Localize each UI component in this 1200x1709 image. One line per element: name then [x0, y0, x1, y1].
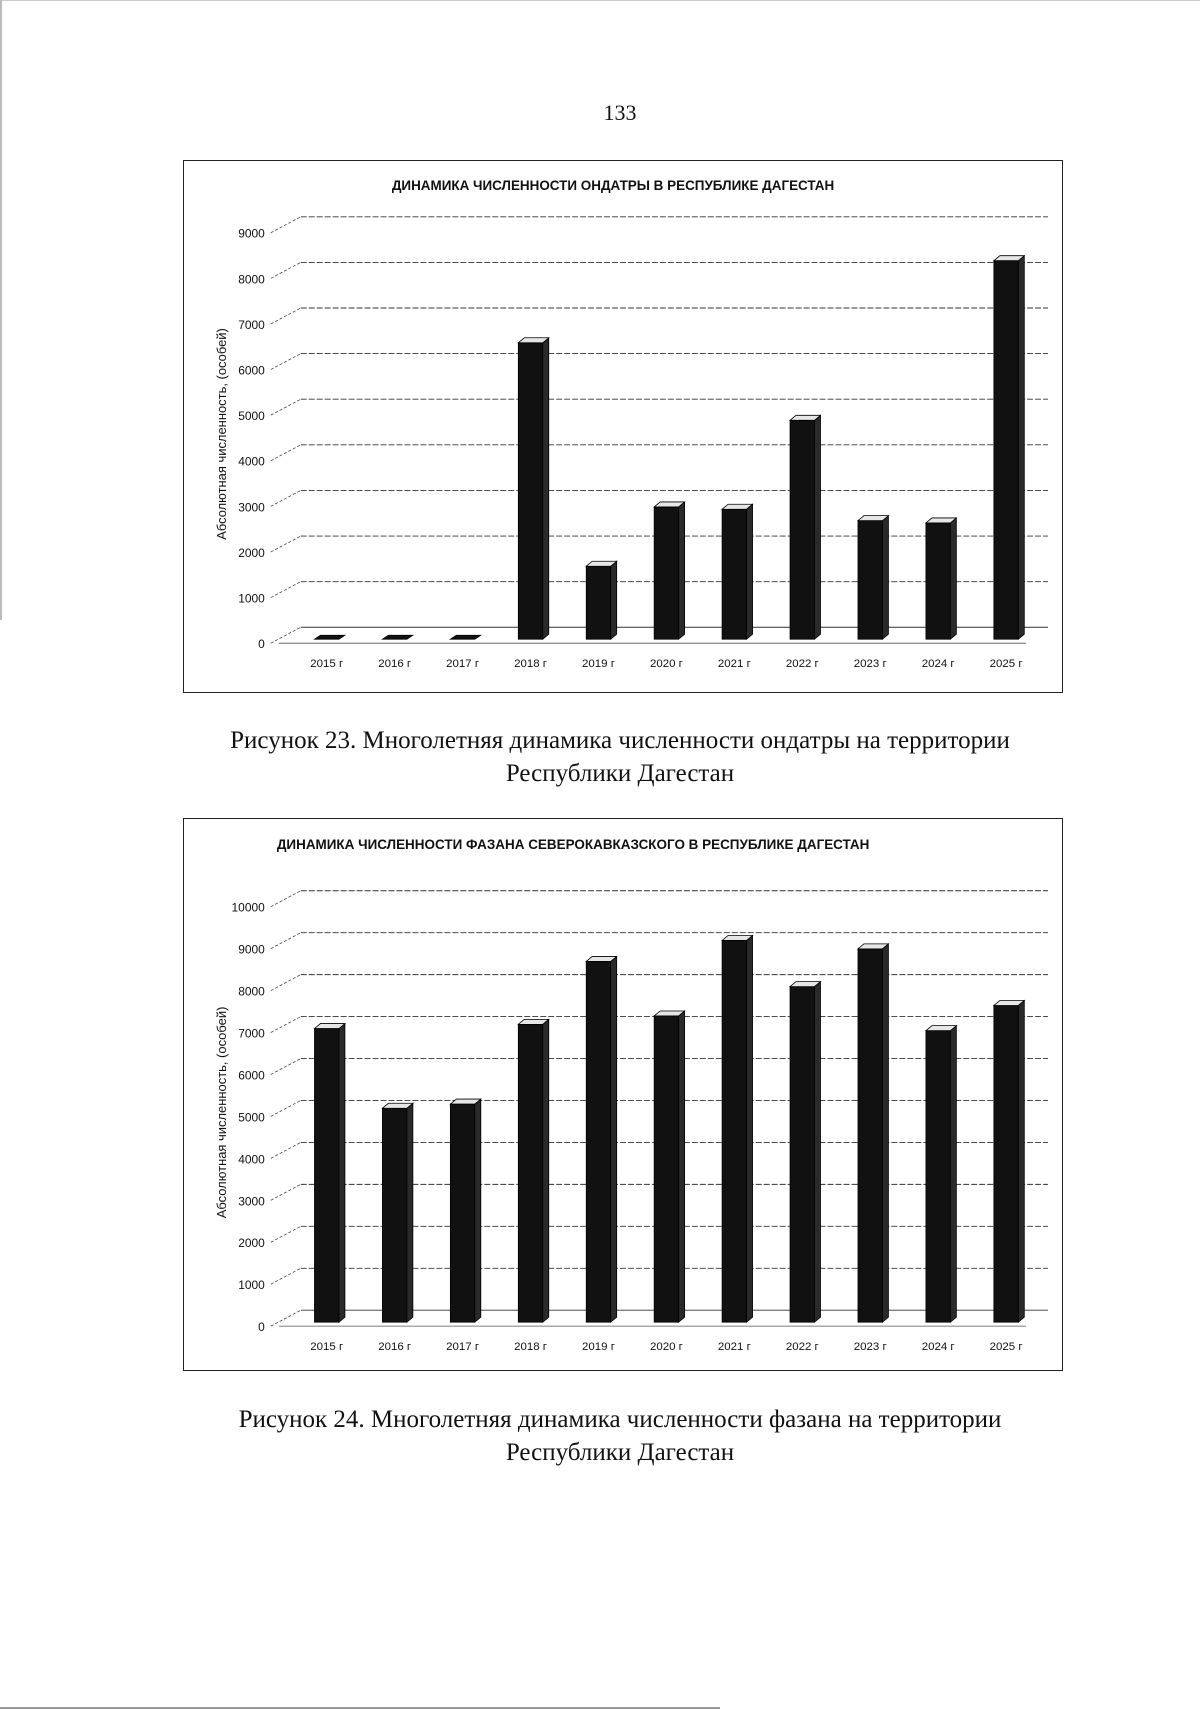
chart-title: ДИНАМИКА ЧИСЛЕННОСТИ ОНДАТРЫ В РЕСПУБЛИКЕ ДАГЕСТАН	[391, 177, 835, 193]
bar-top	[450, 1099, 480, 1104]
bar-front	[654, 507, 678, 639]
y-tick-label: 7000	[238, 317, 265, 332]
figure-caption-24	[150, 1403, 1090, 1469]
bar-top	[722, 935, 752, 940]
bar-side	[747, 935, 753, 1322]
x-tick-label: 2015 г	[310, 658, 344, 671]
gridline-diagonal	[271, 933, 301, 949]
y-tick-label: 0	[258, 1320, 265, 1335]
bar-front	[858, 949, 882, 1322]
bar	[722, 504, 752, 639]
chart-pheasant	[183, 818, 1063, 1371]
figure-caption-23	[150, 724, 1090, 790]
bar-front	[926, 523, 950, 639]
y-tick-label: 9000	[238, 226, 265, 241]
bar	[518, 338, 548, 639]
bar-zero	[314, 635, 344, 639]
y-tick-label: 9000	[238, 942, 265, 957]
bar-side	[407, 1103, 413, 1322]
gridline-diagonal	[271, 490, 301, 506]
x-tick-label: 2018 г	[514, 1341, 547, 1354]
bar-top	[518, 338, 548, 343]
gridline-diagonal	[271, 975, 301, 991]
bar	[858, 944, 888, 1322]
bar	[450, 635, 480, 639]
bar-front	[382, 1108, 406, 1322]
y-tick-label: 0	[258, 637, 265, 652]
x-tick-label: 2018 г	[514, 658, 547, 671]
bar-side	[950, 1026, 956, 1323]
y-tick-label: 8000	[238, 272, 265, 287]
chart-pheasant-svg	[184, 819, 1062, 1370]
bar-side	[543, 338, 549, 639]
x-tick-label: 2022 г	[785, 1341, 819, 1354]
bar-front	[586, 566, 610, 639]
bar-zero	[382, 635, 412, 639]
bar-front	[518, 343, 542, 639]
bar-side	[611, 561, 617, 639]
y-tick-label: 4000	[238, 454, 265, 469]
bar	[586, 561, 616, 639]
x-tick-label: 2020 г	[649, 658, 683, 671]
bar-top	[654, 502, 684, 507]
y-tick-label: 3000	[238, 500, 265, 515]
gridline-diagonal	[271, 1226, 301, 1242]
bar	[858, 516, 888, 640]
x-tick-label: 2021 г	[717, 1341, 751, 1354]
gridline-diagonal	[271, 217, 301, 233]
x-tick-label: 2020 г	[649, 1341, 683, 1354]
caption-line: Рисунок 24. Многолетняя динамика численности фазана на территории	[238, 1406, 1002, 1433]
gridline-diagonal	[271, 582, 301, 598]
bar-top	[858, 944, 888, 949]
bar-top	[722, 504, 752, 509]
bar	[926, 1026, 956, 1323]
x-tick-label: 2019 г	[582, 658, 615, 671]
bar-side	[679, 1011, 685, 1322]
x-tick-label: 2025 г	[989, 658, 1023, 671]
bar-side	[339, 1024, 345, 1323]
x-tick-label: 2021 г	[717, 658, 751, 671]
bar-top	[790, 982, 820, 987]
bar-top	[518, 1019, 548, 1024]
bar	[518, 1019, 548, 1322]
page-number: 133	[603, 100, 637, 125]
gridline-diagonal	[271, 536, 301, 552]
bar-front	[654, 1016, 678, 1322]
bar-top	[994, 1000, 1024, 1005]
bar	[994, 256, 1024, 640]
bar	[314, 1024, 344, 1323]
y-tick-label: 8000	[238, 984, 265, 999]
y-tick-label: 6000	[238, 1068, 265, 1083]
y-axis-label: Абсолютная численность, (особей)	[213, 1006, 229, 1219]
y-tick-label: 2000	[238, 1236, 265, 1251]
bar	[790, 415, 820, 639]
gridline-diagonal	[271, 627, 301, 643]
bar	[790, 982, 820, 1323]
gridline-diagonal	[271, 399, 301, 415]
bar-top	[382, 1103, 412, 1108]
bar-top	[586, 561, 616, 566]
bar-side	[679, 502, 685, 639]
x-tick-label: 2022 г	[785, 658, 819, 671]
x-tick-label: 2016 г	[378, 1341, 412, 1354]
y-tick-label: 5000	[238, 409, 265, 424]
x-tick-label: 2016 г	[378, 658, 412, 671]
bar-side	[1018, 256, 1024, 640]
chart-title: ДИНАМИКА ЧИСЛЕННОСТИ ФАЗАНА СЕВЕРОКАВКАЗСКОГО В РЕСПУБЛИКЕ ДАГЕСТАН	[276, 836, 870, 852]
x-tick-label: 2024 г	[921, 658, 955, 671]
bar-side	[543, 1019, 549, 1322]
y-tick-label: 10000	[231, 900, 265, 915]
gridline-diagonal	[271, 1310, 301, 1326]
bar	[586, 956, 616, 1322]
bar-side	[815, 415, 821, 639]
gridline-diagonal	[271, 1142, 301, 1158]
bar-side	[882, 944, 888, 1322]
x-tick-label: 2017 г	[446, 658, 480, 671]
chart-muskrat-svg	[184, 161, 1062, 692]
bar-top	[654, 1011, 684, 1016]
x-tick-label: 2017 г	[446, 1341, 480, 1354]
x-tick-label: 2024 г	[921, 1341, 955, 1354]
bar	[382, 635, 412, 639]
bar	[994, 1000, 1024, 1322]
bar	[926, 518, 956, 639]
gridline-diagonal	[271, 1184, 301, 1200]
bar-front	[858, 521, 882, 640]
scan-edge-top	[0, 0, 1200, 1]
bar-side	[950, 518, 956, 639]
gridline-diagonal	[271, 445, 301, 461]
bar-front	[790, 420, 814, 639]
x-tick-label: 2019 г	[582, 1341, 615, 1354]
bar-side	[1018, 1000, 1024, 1322]
bar-front	[722, 940, 746, 1322]
bar-front	[790, 987, 814, 1323]
gridline-diagonal	[271, 1059, 301, 1075]
y-tick-label: 1000	[238, 1278, 265, 1293]
y-tick-label: 1000	[238, 591, 265, 606]
bar-front	[926, 1031, 950, 1323]
bar-zero	[450, 635, 480, 639]
gridline-diagonal	[271, 1268, 301, 1284]
x-tick-label: 2023 г	[853, 1341, 887, 1354]
bar-side	[475, 1099, 481, 1322]
gridline-diagonal	[271, 308, 301, 324]
bar	[450, 1099, 480, 1322]
caption-line: Республики Дагестан	[505, 1439, 735, 1466]
bar-front	[518, 1024, 542, 1322]
y-tick-label: 4000	[238, 1152, 265, 1167]
y-tick-label: 2000	[238, 545, 265, 560]
caption-line: Республики Дагестан	[505, 760, 735, 787]
bar	[654, 1011, 684, 1322]
bar-side	[882, 516, 888, 640]
gridline-diagonal	[271, 1100, 301, 1116]
bar-top	[926, 518, 956, 523]
x-tick-label: 2025 г	[989, 1341, 1023, 1354]
y-axis-label: Абсолютная численность, (особей)	[213, 328, 229, 540]
bar	[654, 502, 684, 639]
bar-top	[926, 1026, 956, 1031]
x-tick-label: 2015 г	[310, 1341, 344, 1354]
bar-front	[994, 1005, 1018, 1322]
scan-edge-left	[0, 0, 2, 620]
gridline-diagonal	[271, 891, 301, 907]
bar-top	[858, 516, 888, 521]
bar-side	[747, 504, 753, 639]
bar	[722, 935, 752, 1322]
y-tick-label: 3000	[238, 1194, 265, 1209]
bar-top	[790, 415, 820, 420]
y-tick-label: 6000	[238, 363, 265, 378]
bar-top	[586, 956, 616, 961]
gridline-diagonal	[271, 262, 301, 278]
bar-front	[314, 1029, 338, 1323]
caption-line: Рисунок 23. Многолетняя динамика численности ондатры на территории	[230, 727, 1010, 754]
bar-top	[314, 1024, 344, 1029]
bar-top	[994, 256, 1024, 261]
y-tick-label: 5000	[238, 1110, 265, 1125]
chart-muskrat	[183, 160, 1063, 693]
gridline-diagonal	[271, 1017, 301, 1033]
bar-front	[586, 961, 610, 1322]
bar-front	[994, 261, 1018, 640]
y-tick-label: 7000	[238, 1026, 265, 1041]
bar	[382, 1103, 412, 1322]
bar-front	[722, 509, 746, 639]
bar-front	[450, 1104, 474, 1322]
bar-side	[815, 982, 821, 1323]
x-tick-label: 2023 г	[853, 658, 887, 671]
bar	[314, 635, 344, 639]
gridline-diagonal	[271, 354, 301, 370]
bar-side	[611, 956, 617, 1322]
